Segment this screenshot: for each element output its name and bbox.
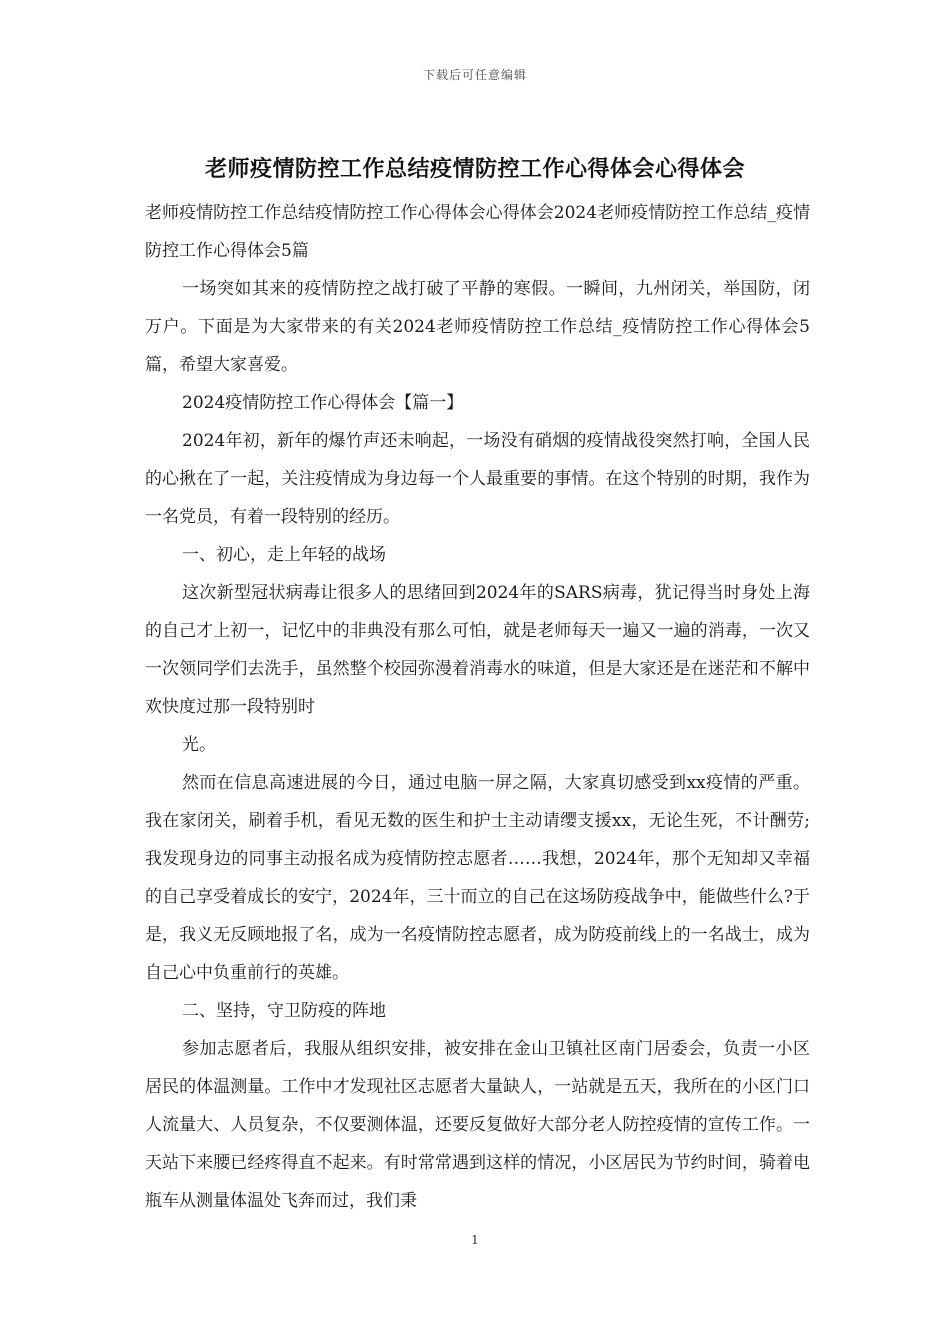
intro-paragraph: 一场突如其来的疫情防控之战打破了平静的寒假。一瞬间，九州闭关，举国防，闭万户。下面是为大家带来的有关2024老师疫情防控工作总结_疫情防控工作心得体会5篇，希望大家喜爱。 bbox=[145, 279, 810, 375]
page-header: 下载后可任意编辑 bbox=[422, 68, 527, 82]
section-heading: 2024疫情防控工作心得体会【篇一】 bbox=[182, 393, 464, 413]
document-title: 老师疫情防控工作总结疫情防控工作心得体会心得体会 bbox=[204, 156, 745, 182]
subheading-1: 一、初心，走上年轻的战场 bbox=[182, 545, 386, 565]
body-paragraph: 参加志愿者后，我服从组织安排，被安排在金山卫镇社区南门居委会，负责一小区居民的体温测量。工作中才发现社区志愿者大量缺人，一站就是五天，我所在的小区门口人流量大、人员复杂，不仅要测体温，还要反复做好大部分老人防控疫情的宣传工作。一天站下来腰已经疼得直不起来。有时常常遇到这样的情况，小区居民为节约时间，骑着电瓶车从测量体温处飞奔而过，我们秉 bbox=[145, 1039, 810, 1211]
body-paragraph-continuation: 光。 bbox=[182, 735, 216, 755]
body-paragraph: 这次新型冠状病毒让很多人的思绪回到2024年的SARS病毒，犹记得当时身处上海的自己才上初一，记忆中的非典没有那么可怕，就是老师每天一遍又一遍的消毒，一次又一次领同学们去洗手，虽然整个校园弥漫着消毒水的味道，但是大家还是在迷茫和不解中欢快度过那一段特别时 bbox=[145, 583, 810, 717]
subheading-2: 二、坚持，守卫防疫的阵地 bbox=[182, 1001, 386, 1021]
subtitle-paragraph: 老师疫情防控工作总结疫情防控工作心得体会心得体会2024老师疫情防控工作总结_疫情防控工作心得体会5篇 bbox=[145, 203, 810, 261]
body-paragraph: 然而在信息高速进展的今日，通过电脑一屏之隔，大家真切感受到xx疫情的严重。我在家闭关，刷着手机，看见无数的医生和护士主动请缨支援xx，无论生死，不计酬劳;我发现身边的同事主动报名成为疫情防控志愿者……我想，2024年，那个无知却又幸福的自己享受着成长的安宁，2024年，三十而立的自己在这场防疫战争中，能做些什么?于是，我义无反顾地报了名，成为一名疫情防控志愿者，成为防疫前线上的一名战士，成为自己心中负重前行的英雄。 bbox=[145, 773, 810, 983]
body-paragraph: 2024年初，新年的爆竹声还未响起，一场没有硝烟的疫情战役突然打响，全国人民的心揪在了一起，关注疫情成为身边每一个人最重要的事情。在这个特别的时期，我作为一名党员，有着一段特别的经历。 bbox=[145, 431, 810, 527]
document-body bbox=[145, 194, 810, 1220]
page-number: 1 bbox=[471, 1233, 479, 1247]
